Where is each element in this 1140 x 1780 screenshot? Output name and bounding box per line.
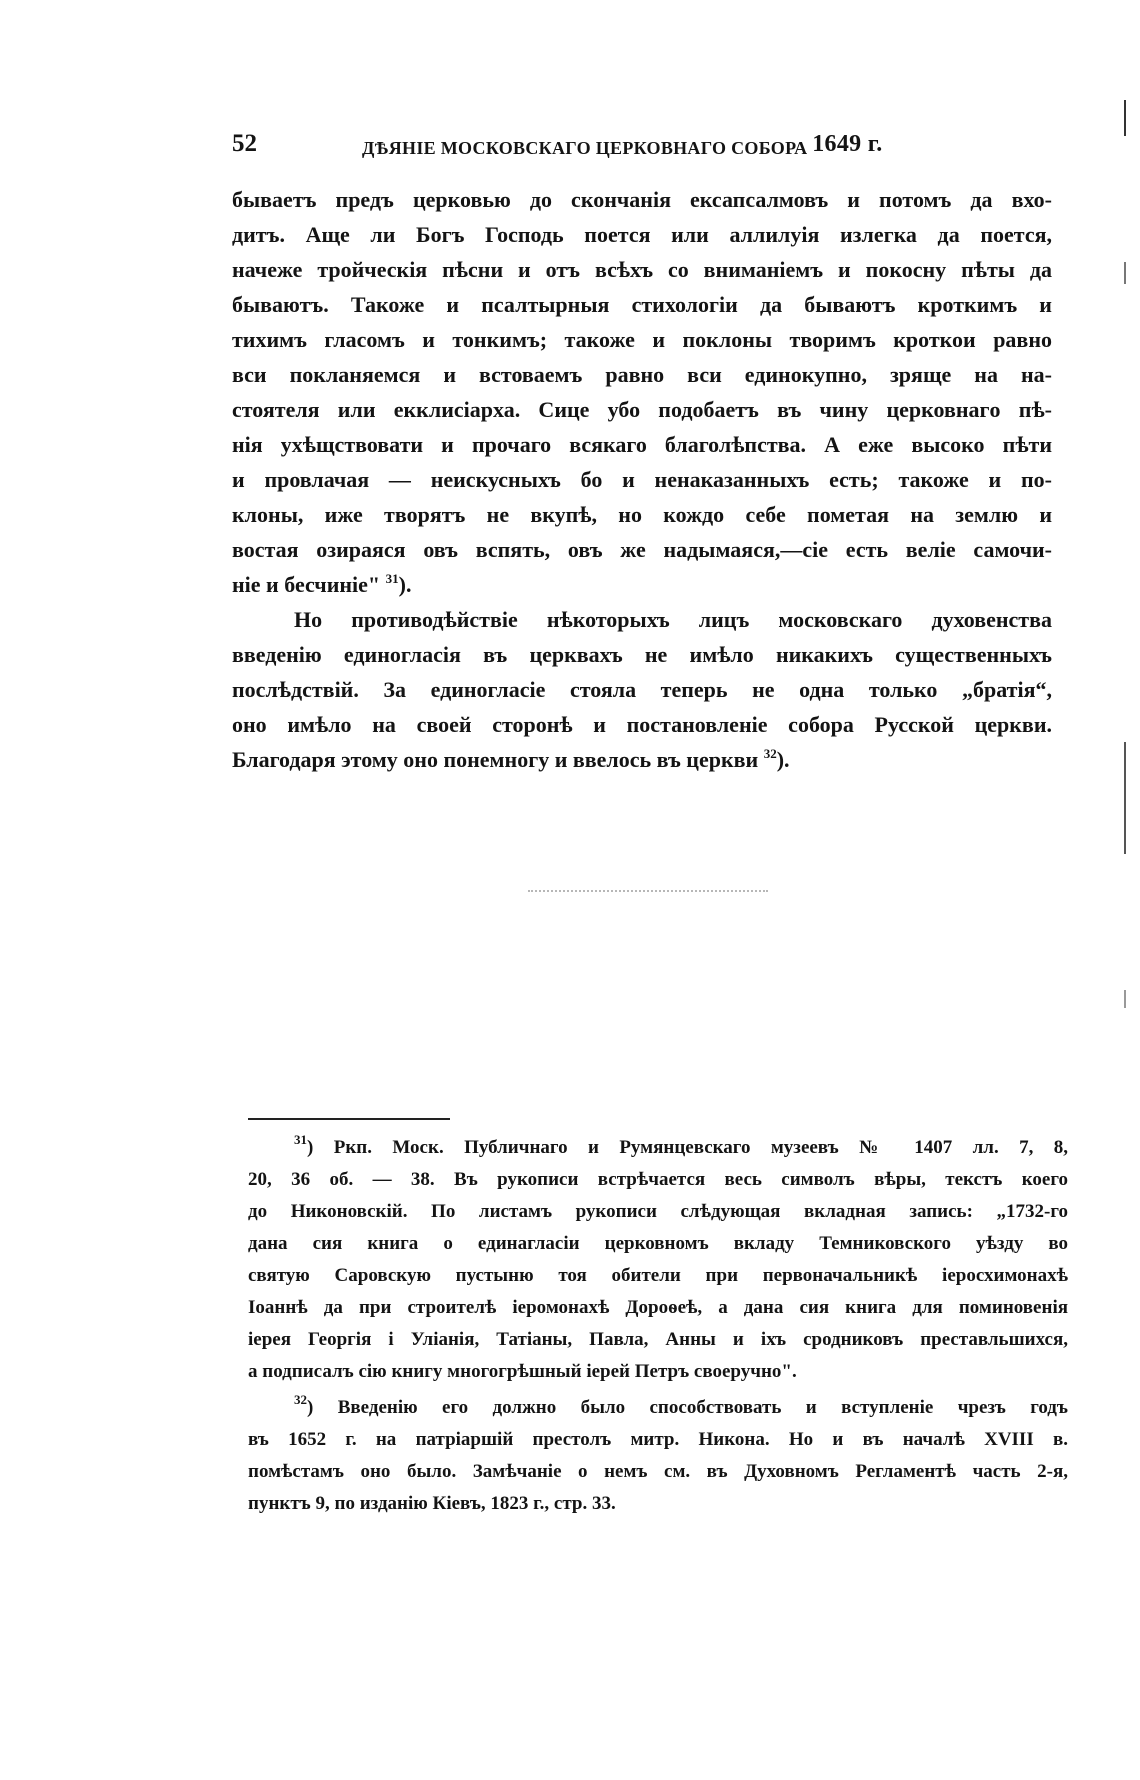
text-line: оно имѣло на своей сторонѣ и постановленіе собора Русской церкви.: [232, 712, 1052, 737]
paragraph-2: [232, 602, 1052, 777]
text-line-indented: Но противодѣйствіе нѣкоторыхъ лицъ московскаго духовенства: [294, 607, 1052, 632]
footnote-line: въ 1652 г. на патріаршій престолъ митр. Никона. Но и въ началѣ XVIII в.: [248, 1429, 1068, 1450]
scan-artifact-dots: [528, 890, 768, 896]
page-number: 52: [232, 130, 257, 157]
paragraph-1: [232, 182, 1052, 602]
text-fragment: ) Введенію его должно было способствовать и вступленіе чрезъ годъ: [307, 1397, 1068, 1418]
footnote-line: а подписалъ сію книгу многогрѣшный іерей Петръ своеручно".: [248, 1361, 797, 1382]
footnote-separator: [248, 1118, 450, 1120]
footnote-line: помѣстамъ оно было. Замѣчаніе о немъ см. въ Духовномъ Регламентѣ часть 2-я,: [248, 1461, 1068, 1482]
running-title-year: 1649 г.: [812, 131, 883, 157]
text-line: востая озираяся овъ вспять, овъ же надымаяся,—сіе есть веліе самочи-: [232, 537, 1052, 562]
scan-edge-mark: [1124, 742, 1126, 854]
text-fragment: Благодаря этому оно понемногу и ввелось въ церкви: [232, 747, 759, 772]
text-line: дитъ. Аще ли Богъ Господь поется или аллилуія излегка да поется,: [232, 222, 1052, 247]
footnote-line: [248, 1132, 1068, 1164]
scan-edge-mark: [1124, 262, 1126, 284]
scan-edge-mark: [1124, 100, 1126, 136]
text-line: нія ухѣщствовати и прочаго всякаго благолѣпства. А еже высоко пѣти: [232, 432, 1052, 457]
footnote-line: святую Саровскую пустыню тоя обители при первоначальникѣ іеросхимонахѣ: [248, 1265, 1068, 1286]
footnote-line: іерея Георгія і Уліанія, Татіаны, Павла, Анны и іхъ сродниковъ преставльшихся,: [248, 1329, 1068, 1350]
page-header: [232, 130, 1070, 166]
text-line: и провлачая — неискусныхъ бо и ненаказанныхъ есть; такоже и по-: [232, 467, 1052, 492]
text-line-last: [232, 742, 1052, 777]
text-line: начеже тройческія пѣсни и отъ всѣхъ со вниманіемъ и покосну пѣты да: [232, 257, 1052, 282]
footnote-line: дана сия книга о единагласіи церковномъ вкладу Темниковского уѣзду во: [248, 1233, 1068, 1254]
text-line: стоятеля или екклисіарха. Сице убо подобаетъ въ чину церковнагo пѣ-: [232, 397, 1052, 422]
text-line: бываютъ. Такоже и псалтырныя стихологіи да бываютъ кроткимъ и: [232, 292, 1052, 317]
footnote-mark-32: 32: [294, 1392, 307, 1407]
text-line: бываетъ предъ церковью до скончанія ексапсалмовъ и потомъ да вхо-: [232, 187, 1052, 212]
text-fragment: ) Ркп. Моск. Публичнаго и Румянцевскаго музеевъ № 1407 лл. 7, 8,: [307, 1137, 1068, 1158]
footnotes: [248, 1132, 1068, 1524]
footnote-mark-31: 31: [294, 1132, 307, 1147]
text-line: тихимъ гласомъ и тонкимъ; такоже и поклоны творимъ кроткои равно: [232, 327, 1052, 352]
text-line-last: [232, 567, 1052, 602]
footnote-line: 20, 36 об. — 38. Въ рукописи встрѣчается весь символъ вѣры, текстъ коего: [248, 1169, 1068, 1190]
text-line: послѣдствій. За единогласіе стояла теперь не одна только „братія“,: [232, 677, 1052, 702]
footnote-ref-32: 32: [763, 746, 777, 761]
footnote-31: [248, 1132, 1068, 1388]
text-line: введенію единогласія въ церквахъ не имѣло никакихъ существенныхъ: [232, 642, 1052, 667]
footnote-line: Іоаннѣ да при строителѣ іеромонахѣ Дороѳеѣ, а дана сия книга для поминовенія: [248, 1297, 1068, 1318]
footnote-line: до Никоновскій. По листамъ рукописи слѣдующая вкладная запись: „1732-го: [248, 1201, 1068, 1222]
footnote-ref-31: 31: [385, 571, 399, 586]
footnote-line: пунктъ 9, по изданію Кіевъ, 1823 г., стр. 33.: [248, 1493, 616, 1514]
running-title: [362, 131, 883, 161]
text-fragment: ).: [398, 572, 412, 597]
footnote-32: [248, 1392, 1068, 1520]
scan-edge-mark: [1124, 990, 1126, 1008]
running-title-text: ДѢЯНІЕ МОСКОВСКАГО ЦЕРКОВНАГО СОБОРА: [362, 138, 808, 158]
footnote-line: [248, 1392, 1068, 1424]
text-fragment: ніе и бесчиніе": [232, 572, 381, 597]
text-line: клоны, иже творятъ не вкупѣ, но кождо себе пометая на землю и: [232, 502, 1052, 527]
main-text: [232, 182, 1052, 777]
text-line: вси покланяемся и встоваемъ равно вси единокупно, зряще на на-: [232, 362, 1052, 387]
text-fragment: ).: [776, 747, 790, 772]
